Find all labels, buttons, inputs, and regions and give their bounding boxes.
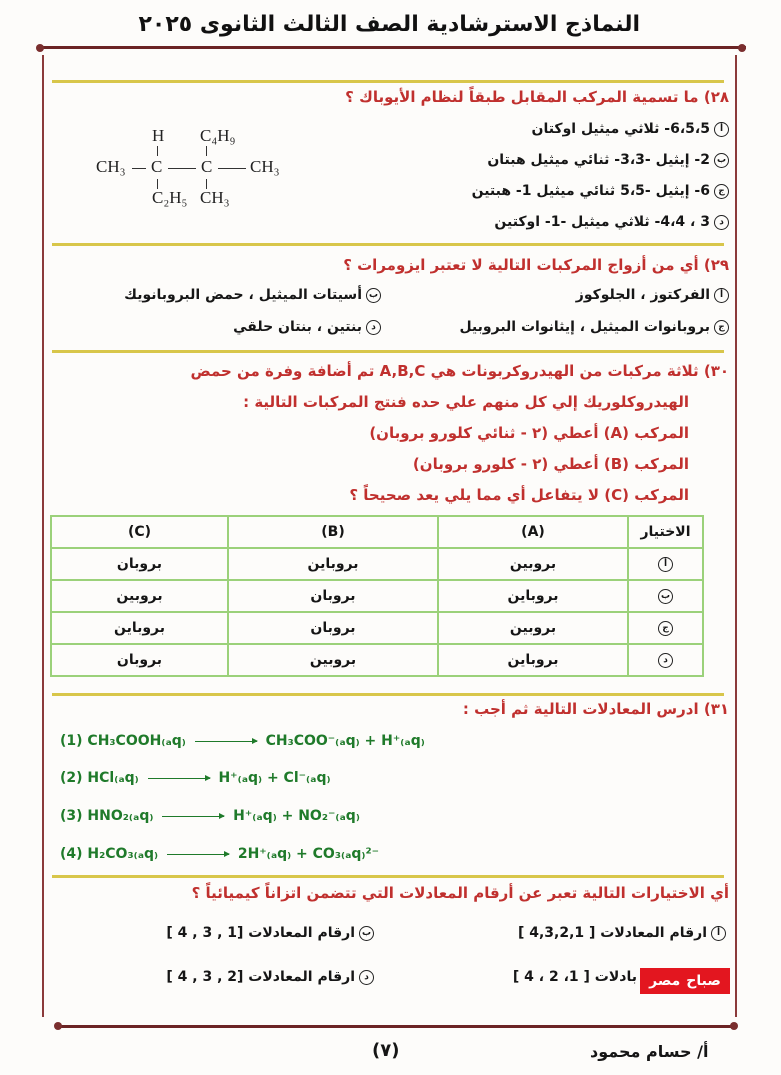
table-cell: بروباين — [438, 580, 628, 612]
frame-corner-dot — [738, 44, 746, 52]
table-cell-marker: ج — [628, 612, 703, 644]
option-31-c[interactable]: بادلات [ 1، 2 ، 4 ] — [512, 969, 637, 985]
table-row[interactable] — [51, 644, 703, 676]
formula-h: H — [152, 126, 165, 145]
option-29-d[interactable]: دبنتين ، بنتان حلقي — [233, 319, 381, 335]
table-cell: بروباين — [51, 612, 228, 644]
frame-top-border — [38, 46, 746, 49]
table-cell-marker: أ — [628, 548, 703, 580]
question-30-line2: الهيدروكلوريك إلي كل منهم علي حده فنتج المركبات التالية : — [243, 393, 689, 411]
question-31-intro: ٣١) ادرس المعادلات التالية ثم أجب : — [462, 700, 729, 718]
watermark-logo: صباح مصر — [640, 968, 730, 994]
author-name: أ/ حسام محمود — [590, 1042, 709, 1061]
formula-c4h9: C₄H₉ — [200, 126, 236, 145]
bond-line — [132, 168, 146, 169]
reaction-arrow — [148, 778, 210, 779]
option-marker: أ — [711, 926, 726, 941]
table-cell-marker: ب — [628, 580, 703, 612]
bond-line — [157, 146, 158, 156]
reaction-arrow — [162, 816, 224, 817]
structural-formula — [92, 124, 302, 214]
section-separator — [52, 243, 724, 246]
table-cell: بروبين — [228, 644, 438, 676]
option-28-a[interactable]: أ6،5،5- ثلاثي ميثيل اوكتان — [532, 121, 730, 137]
table-cell: بروباين — [438, 644, 628, 676]
reaction-arrow — [195, 741, 257, 742]
table-row[interactable] — [51, 612, 703, 644]
question-30-line5: المركب (C) لا يتفاعل أي مما يلي يعد صحيحاً ؟ — [349, 486, 689, 504]
table-cell: بروبين — [438, 548, 628, 580]
option-28-b[interactable]: ب2- إيثيل -3،3- ثنائي ميثيل هبتان — [487, 152, 729, 168]
table-row[interactable] — [51, 548, 703, 580]
equation-4: (4) H₂CO₃₍ₐq₎ 2H⁺₍ₐq₎ + CO₃₍ₐq₎²⁻ — [60, 846, 379, 862]
frame-corner-dot — [730, 1022, 738, 1030]
equation-1: (1) CH₃COOH₍ₐq₎ CH₃COO⁻₍ₐq₎ + H⁺₍ₐq₎ — [60, 733, 425, 749]
equation-3: (3) HNO₂₍ₐq₎ H⁺₍ₐq₎ + NO₂⁻₍ₐq₎ — [60, 808, 360, 824]
formula-ch3-bottom: CH₃ — [200, 188, 230, 207]
formula-ch3-right: CH₃ — [250, 157, 280, 176]
frame-bottom-border — [58, 1025, 733, 1028]
table-header-cell: (B) — [228, 516, 438, 548]
section-separator — [52, 693, 724, 696]
option-29-b[interactable]: بأسيتات الميثيل ، حمض البروبانويك — [124, 287, 381, 303]
option-28-c[interactable]: ج6- إيثيل -5،5 ثنائي ميثيل 1- هبتين — [472, 183, 729, 199]
table-cell: بروبين — [438, 612, 628, 644]
table-row[interactable] — [51, 580, 703, 612]
page-number: (٧) — [372, 1040, 400, 1061]
table-cell: بروبان — [228, 580, 438, 612]
frame-corner-dot — [54, 1022, 62, 1030]
frame-corner-dot — [36, 44, 44, 52]
option-29-c[interactable]: جبروبانوات الميثيل ، إيثانوات البروبيل — [459, 319, 729, 335]
formula-c1: C — [151, 157, 163, 176]
option-marker: ب — [714, 153, 729, 168]
section-separator — [52, 350, 724, 353]
question-29: ٢٩) أي من أزواج المركبات التالية لا تعتبر ايزومرات ؟ — [343, 256, 729, 274]
option-marker: أ — [714, 122, 729, 137]
section-separator — [52, 80, 724, 83]
option-marker: ج — [714, 184, 729, 199]
question-28: ٢٨) ما تسمية المركب المقابل طبقاً لنظام الأيوباك ؟ — [345, 88, 729, 106]
table-cell: بروباين — [228, 548, 438, 580]
frame-left-border — [42, 55, 44, 1017]
table-cell-marker: د — [628, 644, 703, 676]
question-30-line3: المركب (A) أعطي (٢ - ثنائي كلورو بروبان) — [369, 424, 689, 442]
section-separator — [52, 875, 724, 878]
table-header-cell: (A) — [438, 516, 628, 548]
option-28-d[interactable]: د3 ، 4،4- ثلاثي ميثيل -1- اوكتين — [494, 214, 729, 230]
option-29-a[interactable]: أالفركتوز ، الجلوكوز — [576, 287, 729, 303]
option-marker: د — [359, 970, 374, 985]
option-marker: د — [714, 215, 729, 230]
table-cell: بروبين — [51, 580, 228, 612]
question-30-line4: المركب (B) أعطي (٢ - كلورو بروبان) — [412, 455, 689, 473]
bond-line — [218, 168, 246, 169]
formula-c2: C — [201, 157, 213, 176]
table-header-row — [51, 516, 703, 548]
option-marker: ب — [366, 288, 381, 303]
option-31-b[interactable]: بارقام المعادلات [1 , 3 , 4 ] — [166, 925, 374, 941]
table-cell: بروبان — [51, 548, 228, 580]
reaction-arrow — [167, 854, 229, 855]
option-marker: د — [366, 320, 381, 335]
option-31-a[interactable]: أارقام المعادلات [ 4,3,2,1 ] — [518, 925, 726, 941]
option-marker: ب — [359, 926, 374, 941]
table-cell: بروبان — [51, 644, 228, 676]
option-31-d[interactable]: دارقام المعادلات [2 , 3 , 4 ] — [166, 969, 374, 985]
table-header-cell: (C) — [51, 516, 228, 548]
question-31: أي الاختيارات التالية تعبر عن أرقام المعادلات التي تتضمن اتزاناً كيميائياً ؟ — [191, 884, 729, 902]
equation-2: (2) HCl₍ₐq₎ H⁺₍ₐq₎ + Cl⁻₍ₐq₎ — [60, 770, 331, 786]
frame-right-border — [735, 55, 737, 1017]
formula-c2h5: C₂H₅ — [152, 188, 188, 207]
bond-line — [206, 146, 207, 156]
page-title: النماذج الاسترشادية الصف الثالث الثانوى ٢٠٢٥ — [138, 12, 640, 37]
option-marker: ج — [714, 320, 729, 335]
bond-line — [168, 168, 196, 169]
question-30-line1: ٣٠) ثلاثة مركبات من الهيدروكربونات هي A,B,C تم أضافة وفرة من حمض — [190, 362, 729, 380]
option-marker: أ — [714, 288, 729, 303]
answers-table — [50, 515, 704, 677]
table-header-cell: الاختيار — [628, 516, 703, 548]
formula-ch3-left: CH₃ — [96, 157, 126, 176]
table-cell: بروبان — [228, 612, 438, 644]
